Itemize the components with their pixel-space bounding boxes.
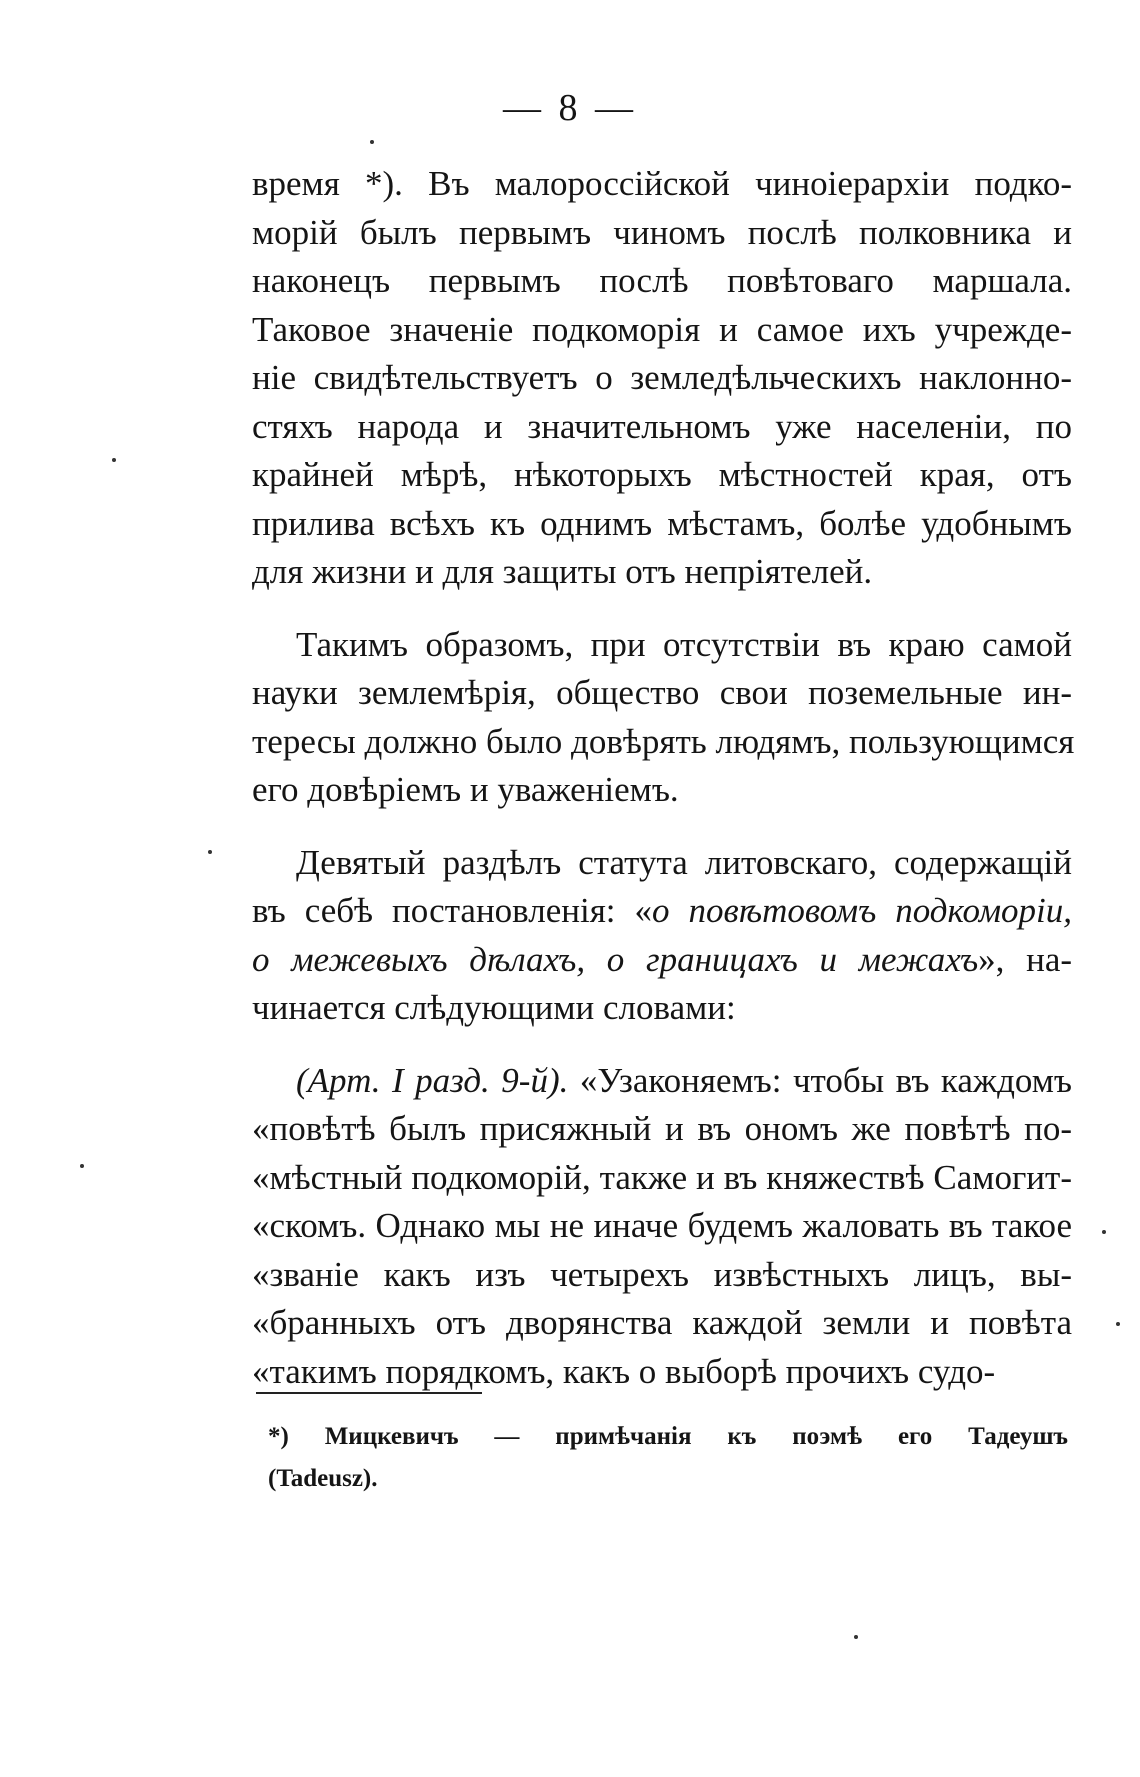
italic-text: (Арт. I разд. 9-й).: [296, 1060, 569, 1100]
text-line: Таковое значеніе подкоморія и самое ихъ учрежде-: [252, 309, 1072, 349]
text-run: «мѣстный подкоморій, также и въ княжествѣ Самогит-: [252, 1157, 1072, 1197]
scan-speck: [112, 458, 116, 462]
text-line: прилива всѣхъ къ однимъ мѣстамъ, болѣе удобнымъ: [252, 503, 1072, 543]
text-line: [252, 1348, 1072, 1397]
scan-speck: [1102, 1230, 1106, 1234]
paragraph: [252, 1057, 1072, 1397]
scan-speck: [80, 1164, 84, 1168]
text-line: Такимъ образомъ, при отсутствіи въ краю самой: [296, 624, 1072, 664]
text-line: [252, 839, 1072, 888]
scan-speck: [854, 1635, 858, 1639]
body-text: [252, 160, 1075, 1396]
text-line: [252, 1154, 1072, 1203]
text-line: [252, 1251, 1072, 1300]
text-run: Девятый раздѣлъ статута литовскаго, содержащій: [296, 842, 1072, 882]
text-line: его довѣріемъ и уваженіемъ.: [252, 770, 679, 809]
scan-speck: [208, 850, 212, 854]
footnote-line: *) Мицкевичъ — примѣчанія къ поэмѣ его Тадеушъ: [268, 1423, 1068, 1450]
text-run: », на-: [978, 939, 1073, 979]
italic-text: о повѣтовомъ подкоморіи,: [652, 891, 1073, 930]
footnote: [268, 1416, 1068, 1500]
paragraph: [252, 621, 1075, 815]
text-run: «званіе какъ изъ четырехъ извѣстныхъ лицъ, вы-: [252, 1254, 1072, 1294]
paragraph: [252, 160, 1072, 597]
text-run: «бранныхъ отъ дворянства каждой земли и повѣта: [252, 1303, 1072, 1342]
scan-speck: [370, 140, 374, 144]
text-run: «Узаконяемъ: чтобы въ каждомъ: [568, 1060, 1072, 1100]
text-line: [252, 936, 1072, 985]
text-line: [252, 1105, 1072, 1154]
text-run: «повѣтѣ былъ присяжный и въ ономъ же повѣтѣ по-: [252, 1109, 1072, 1148]
text-line: [252, 887, 1072, 936]
text-line: для жизни и для защиты отъ непріятелей.: [252, 552, 873, 591]
text-run: чинается слѣдующими словами:: [252, 988, 736, 1027]
footnote-rule: [256, 1392, 482, 1394]
text-run: въ себѣ постановленія: «: [252, 891, 653, 930]
text-line: науки землемѣрія, общество свои поземельные ин-: [252, 673, 1072, 712]
text-line: время *). Въ малороссійской чиноіерархіи подко-: [252, 164, 1072, 203]
text-line: крайней мѣрѣ, нѣкоторыхъ мѣстностей края, отъ: [252, 455, 1072, 494]
text-line: [252, 984, 1072, 1033]
text-line: [252, 1299, 1072, 1348]
scan-speck: [1116, 1322, 1120, 1326]
text-line: наконецъ первымъ послѣ повѣтоваго маршала.: [252, 261, 1072, 300]
text-line: стяхъ народа и значительномъ уже населеніи, по: [252, 406, 1072, 446]
text-line: морій былъ первымъ чиномъ послѣ полковника и: [252, 212, 1072, 252]
italic-text: о межевыхъ дѣлахъ, о границахъ и межахъ: [252, 939, 979, 979]
text-run: «такимъ порядкомъ, какъ о выборѣ прочихъ судо-: [252, 1351, 996, 1391]
page-number: — 8 —: [503, 87, 637, 129]
text-line: тересы должно было довѣрять людямъ, пользующимся: [252, 721, 1075, 761]
text-line: ніе свидѣтельствуетъ о земледѣльческихъ наклонно-: [252, 358, 1072, 397]
text-line: [252, 1057, 1072, 1106]
paragraph: [252, 839, 1072, 1033]
text-line: [252, 1202, 1072, 1251]
footnote-line: (Tadeusz).: [268, 1465, 378, 1492]
text-run: «скомъ. Однако мы не иначе будемъ жаловать въ такое: [252, 1206, 1072, 1245]
